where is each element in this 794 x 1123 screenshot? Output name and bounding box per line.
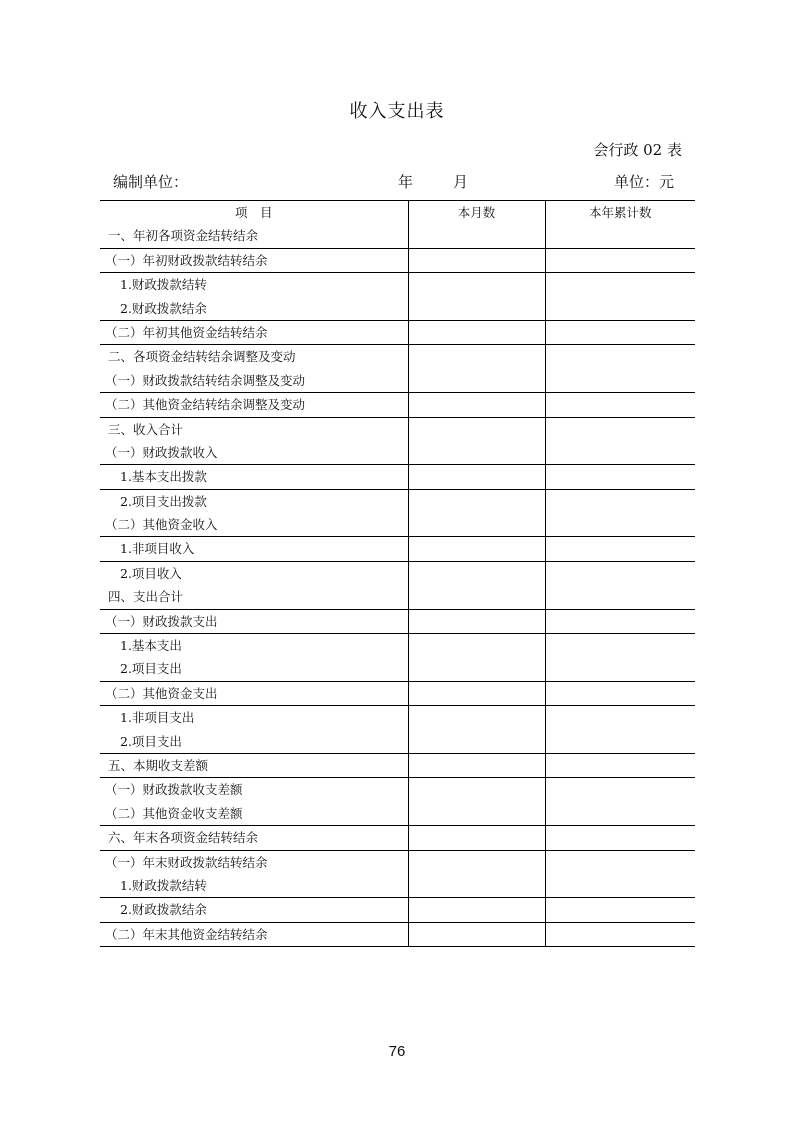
- month-value-cell[interactable]: [408, 898, 545, 922]
- ytd-value-cell[interactable]: [545, 489, 695, 537]
- table-row: [100, 273, 695, 321]
- item-cell: [100, 273, 408, 321]
- item-cell: [100, 320, 408, 344]
- header-cell-month: [408, 201, 545, 249]
- row-label: 六、年末各项资金结转结余: [108, 830, 259, 846]
- item-cell: [100, 609, 408, 633]
- table-row: [100, 489, 695, 537]
- item-cell: [100, 778, 408, 826]
- row-label: 五、本期收支差额: [108, 757, 209, 773]
- ytd-value-cell[interactable]: [545, 248, 695, 272]
- month-value-cell[interactable]: [408, 320, 545, 344]
- item-cell: [100, 850, 408, 898]
- item-cell: [100, 753, 408, 777]
- ytd-value-cell[interactable]: [545, 706, 695, 754]
- ytd-value-cell[interactable]: [545, 561, 695, 609]
- form-number: 会行政 02 表: [593, 141, 682, 159]
- ytd-value-cell[interactable]: [545, 898, 695, 922]
- item-cell: [100, 561, 408, 609]
- row-label: 一、年初各项资金结转结余: [108, 228, 259, 244]
- table-row: [100, 561, 695, 609]
- row-label: （二）年初其他资金结转结余: [105, 324, 268, 340]
- row-label: 四、支出合计: [108, 589, 184, 605]
- month-value-cell[interactable]: [408, 826, 545, 850]
- row-label: （二）其他资金结转结余调整及变动: [105, 397, 306, 413]
- month-value-cell[interactable]: [408, 634, 545, 682]
- column-header-ytd: 本年累计数: [588, 205, 652, 220]
- month-value-cell[interactable]: [408, 778, 545, 826]
- table-row: [100, 248, 695, 272]
- item-cell: [100, 537, 408, 561]
- ytd-value-cell[interactable]: [545, 922, 695, 946]
- month-value-cell[interactable]: [408, 609, 545, 633]
- table-row: [100, 537, 695, 561]
- year-label: 年: [398, 173, 414, 191]
- item-cell: [100, 634, 408, 682]
- table-row: [100, 922, 695, 946]
- month-value-cell[interactable]: [408, 706, 545, 754]
- ytd-value-cell[interactable]: [545, 345, 695, 393]
- table-row: [100, 850, 695, 898]
- org-label: 编制单位：: [113, 173, 189, 191]
- item-cell: [100, 681, 408, 705]
- row-label: 2.项目支出拨款: [120, 493, 207, 509]
- ytd-value-cell[interactable]: [545, 778, 695, 826]
- table-row: [100, 393, 695, 417]
- row-label: （一）年末财政拨款结转结余: [105, 854, 268, 870]
- header-cell-ytd: [545, 201, 695, 249]
- ytd-value-cell[interactable]: [545, 634, 695, 682]
- row-label: 二、各项资金结转结余调整及变动: [108, 349, 296, 365]
- ytd-value-cell[interactable]: [545, 320, 695, 344]
- header-cell-item: [100, 201, 408, 249]
- item-cell: [100, 393, 408, 417]
- table-row: [100, 345, 695, 393]
- column-header-item: 项 目: [234, 205, 273, 220]
- row-label: 1.基本支出拨款: [120, 469, 207, 485]
- table-row: [100, 320, 695, 344]
- item-cell: [100, 417, 408, 465]
- table-row: [100, 706, 695, 754]
- income-expenditure-table: [100, 200, 695, 947]
- table-row: [100, 753, 695, 777]
- row-label: （二）其他资金收支差额: [105, 805, 243, 821]
- month-value-cell[interactable]: [408, 417, 545, 465]
- row-label: 2.项目支出: [120, 733, 182, 749]
- row-label: （二）其他资金收入: [105, 517, 218, 533]
- month-value-cell[interactable]: [408, 393, 545, 417]
- row-label: （一）财政拨款支出: [105, 613, 218, 629]
- table-row: [100, 826, 695, 850]
- ytd-value-cell[interactable]: [545, 393, 695, 417]
- row-label: 1.财政拨款结转: [120, 877, 207, 893]
- column-header-month: 本月数: [457, 205, 496, 220]
- table-row: [100, 898, 695, 922]
- row-label: 1.非项目收入: [120, 541, 195, 557]
- item-cell: [100, 465, 408, 489]
- month-value-cell[interactable]: [408, 273, 545, 321]
- row-label: （二）年末其他资金结转结余: [105, 926, 268, 942]
- ytd-value-cell[interactable]: [545, 826, 695, 850]
- month-value-cell[interactable]: [408, 465, 545, 489]
- table-row: [100, 609, 695, 633]
- item-cell: [100, 706, 408, 754]
- row-label: （一）年初财政拨款结转结余: [105, 252, 268, 268]
- row-label: 2.项目收入: [120, 565, 182, 581]
- month-value-cell[interactable]: [408, 922, 545, 946]
- table-row: [100, 465, 695, 489]
- ytd-value-cell[interactable]: [545, 417, 695, 465]
- item-cell: [100, 826, 408, 850]
- row-label: 2.财政拨款结余: [120, 902, 207, 918]
- table-row: [100, 681, 695, 705]
- ytd-value-cell[interactable]: [545, 537, 695, 561]
- row-label: （一）财政拨款收入: [105, 444, 218, 460]
- month-value-cell[interactable]: [408, 681, 545, 705]
- month-value-cell[interactable]: [408, 345, 545, 393]
- table-row: [100, 417, 695, 465]
- month-label: 月: [453, 173, 469, 191]
- row-label: 2.项目支出: [120, 661, 182, 677]
- item-cell: [100, 898, 408, 922]
- month-value-cell[interactable]: [408, 561, 545, 609]
- ytd-value-cell[interactable]: [545, 850, 695, 898]
- ytd-value-cell[interactable]: [545, 273, 695, 321]
- month-value-cell[interactable]: [408, 850, 545, 898]
- month-value-cell[interactable]: [408, 248, 545, 272]
- month-value-cell[interactable]: [408, 489, 545, 537]
- row-label: （一）财政拨款收支差额: [105, 782, 243, 798]
- row-label: 1.基本支出: [120, 638, 182, 654]
- currency-unit-label: 单位：元: [614, 173, 675, 191]
- row-label: （二）其他资金支出: [105, 685, 218, 701]
- month-value-cell[interactable]: [408, 753, 545, 777]
- header-row: [100, 201, 695, 249]
- table-row: [100, 778, 695, 826]
- page-number: 76: [388, 1043, 406, 1060]
- ytd-value-cell[interactable]: [545, 753, 695, 777]
- ytd-value-cell[interactable]: [545, 681, 695, 705]
- row-label: 1.非项目支出: [120, 710, 195, 726]
- ytd-value-cell[interactable]: [545, 609, 695, 633]
- row-label: 1.财政拨款结转: [120, 277, 207, 293]
- report-title: 收入支出表: [349, 101, 445, 122]
- item-cell: [100, 248, 408, 272]
- item-cell: [100, 922, 408, 946]
- table-row: [100, 634, 695, 682]
- month-value-cell[interactable]: [408, 537, 545, 561]
- row-label: （一）财政拨款结转结余调整及变动: [105, 372, 306, 388]
- item-cell: [100, 489, 408, 537]
- ytd-value-cell[interactable]: [545, 465, 695, 489]
- row-label: 三、收入合计: [108, 421, 184, 437]
- item-cell: [100, 345, 408, 393]
- row-label: 2.财政拨款结余: [120, 300, 207, 316]
